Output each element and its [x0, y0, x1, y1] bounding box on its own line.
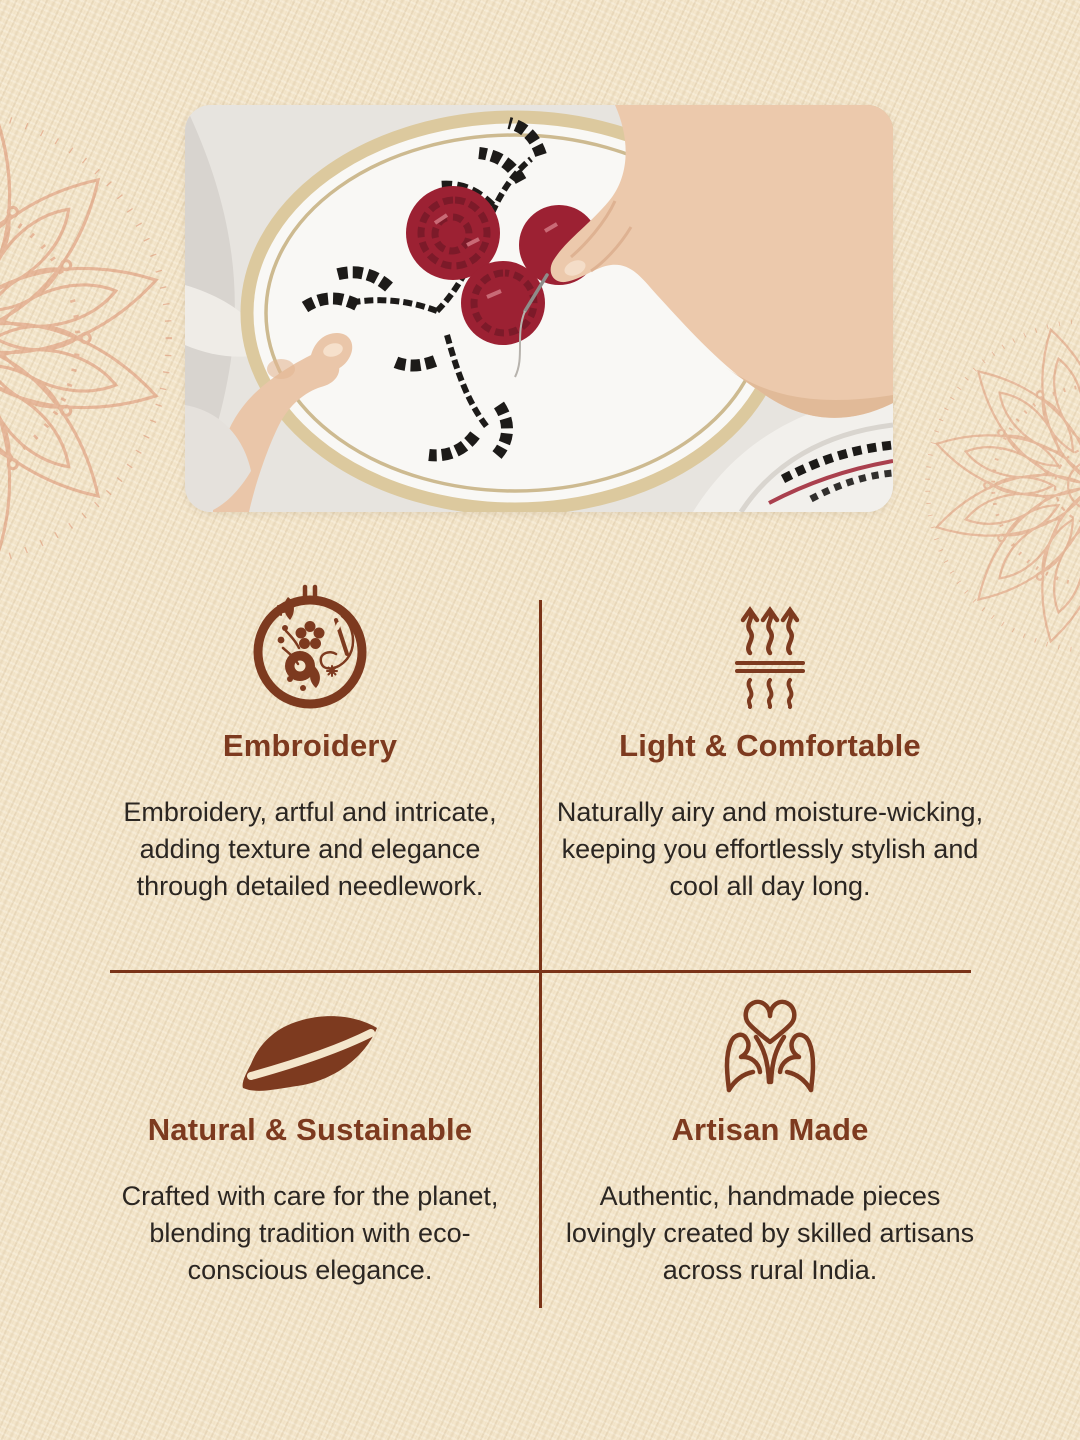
feature-card-embroidery: [90, 584, 530, 905]
feature-card-artisan-made: [550, 996, 990, 1289]
feature-description: Embroidery, artful and intricate, adding texture and elegance through detailed needlework.: [123, 797, 497, 901]
embroidery-photo-illustration: [185, 105, 893, 512]
feature-card-natural-sustainable: [90, 996, 530, 1289]
hands-holding-heart-icon: [550, 996, 990, 1094]
embroidery-hoop-icon: [90, 584, 530, 710]
feature-title: Natural & Sustainable: [147, 1112, 473, 1147]
hero-photo-embroidery-hoop: [185, 105, 893, 512]
feature-title: Artisan Made: [671, 1112, 869, 1147]
feature-title: Light & Comfortable: [619, 728, 921, 763]
feature-description: Crafted with care for the planet, blending tradition with eco-conscious elegance.: [121, 1181, 499, 1285]
feature-description: Authentic, handmade pieces lovingly created by skilled artisans across rural India.: [565, 1181, 975, 1285]
mandala-ornament-left-icon: [0, 78, 200, 598]
feature-card-light-comfortable: [550, 584, 990, 905]
divider-vertical: [539, 600, 542, 1308]
feature-description: Naturally airy and moisture-wicking, keeping you effortlessly stylish and cool all day long.: [556, 797, 984, 901]
feature-title: Embroidery: [222, 728, 398, 763]
leaf-icon: [90, 996, 530, 1094]
breathable-airflow-icon: [550, 584, 990, 710]
